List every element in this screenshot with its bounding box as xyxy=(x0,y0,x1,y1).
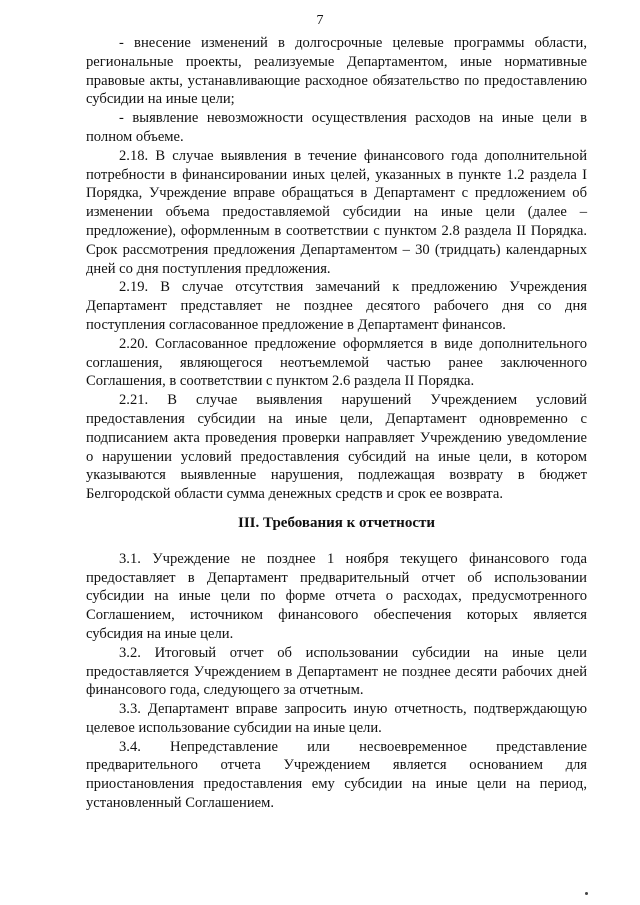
page-number: 7 xyxy=(316,13,324,28)
paragraph-bullet-impossibility: - выявление невозможности осуществления расходов на иные цели в полном объеме. xyxy=(86,110,587,145)
paragraph-2-21: 2.21. В случае выявления нарушений Учреждением условий предоставления субсидии на иные цели, Департамент одновременно с подписанием акта проведения проверки направляет Учреждению уведомление о нарушении условий предоставления субсидий на иные цели, в котором указываются выявленные нарушения, подлежащая возврату в бюджет Белгородской области сумма денежных средств и срок ее возврата. xyxy=(86,392,587,503)
paragraph-3-3: 3.3. Департамент вправе запросить иную отчетность, подтверждающую целевое использование субсидии на иные цели. xyxy=(86,701,587,736)
document-body xyxy=(86,34,587,813)
scan-speck xyxy=(585,892,588,895)
section-heading: III. Требования к отчетности xyxy=(238,514,435,531)
paragraph-bullet-amendments: - внесение изменений в долгосрочные целевые программы области, региональные проекты, реализуемые Департаментом, иные нормативные правовые акты, устанавливающие расходное обязательство по предоставлению субсидии на иные цели; xyxy=(86,35,587,108)
paragraph-2-18: 2.18. В случае выявления в течение финансового года дополнительной потребности в финансировании иных целей, указанных в пункте 1.2 раздела I Порядка, Учреждение вправе обращаться в Департамент с предложением об изменении объема предоставляемой субсидии на иные цели (далее – предложение), оформленным в соответствии с пунктом 2.8 раздела II Порядка. Срок рассмотрения предложения Департаментом – 30 (тридцать) календарных дней со дня поступления предложения. xyxy=(86,147,587,277)
paragraph-3-1: 3.1. Учреждение не позднее 1 ноября текущего финансового года предоставляет в Департамент предварительный отчет об использовании субсидии на иные цели по форме отчета о расходах, предусмотренного Соглашением, источником финансового обеспечения которых является субсидия на иные цели. xyxy=(86,550,587,642)
paragraph-2-19: 2.19. В случае отсутствия замечаний к предложению Учреждения Департамент представляет не позднее десятого рабочего дня со дня поступления согласованное предложение в Департамент финансов. xyxy=(86,279,587,333)
paragraph-3-2: 3.2. Итоговый отчет об использовании субсидии на иные цели предоставляется Учреждением в Департамент не позднее десяти рабочих дней финансового года, следующего за отчетным. xyxy=(86,644,587,699)
paragraph-2-20: 2.20. Согласованное предложение оформляется в виде дополнительного соглашения, являющегося неотъемлемой частью ранее заключенного Соглашения, в соответствии с пунктом 2.6 раздела II Порядка. xyxy=(86,335,587,390)
paragraph-3-4: 3.4. Непредставление или несвоевременное представление предварительного отчета Учреждением является основанием для приостановления предоставления ему субсидии на иные цели на период, установленный Соглашением. xyxy=(86,738,587,812)
